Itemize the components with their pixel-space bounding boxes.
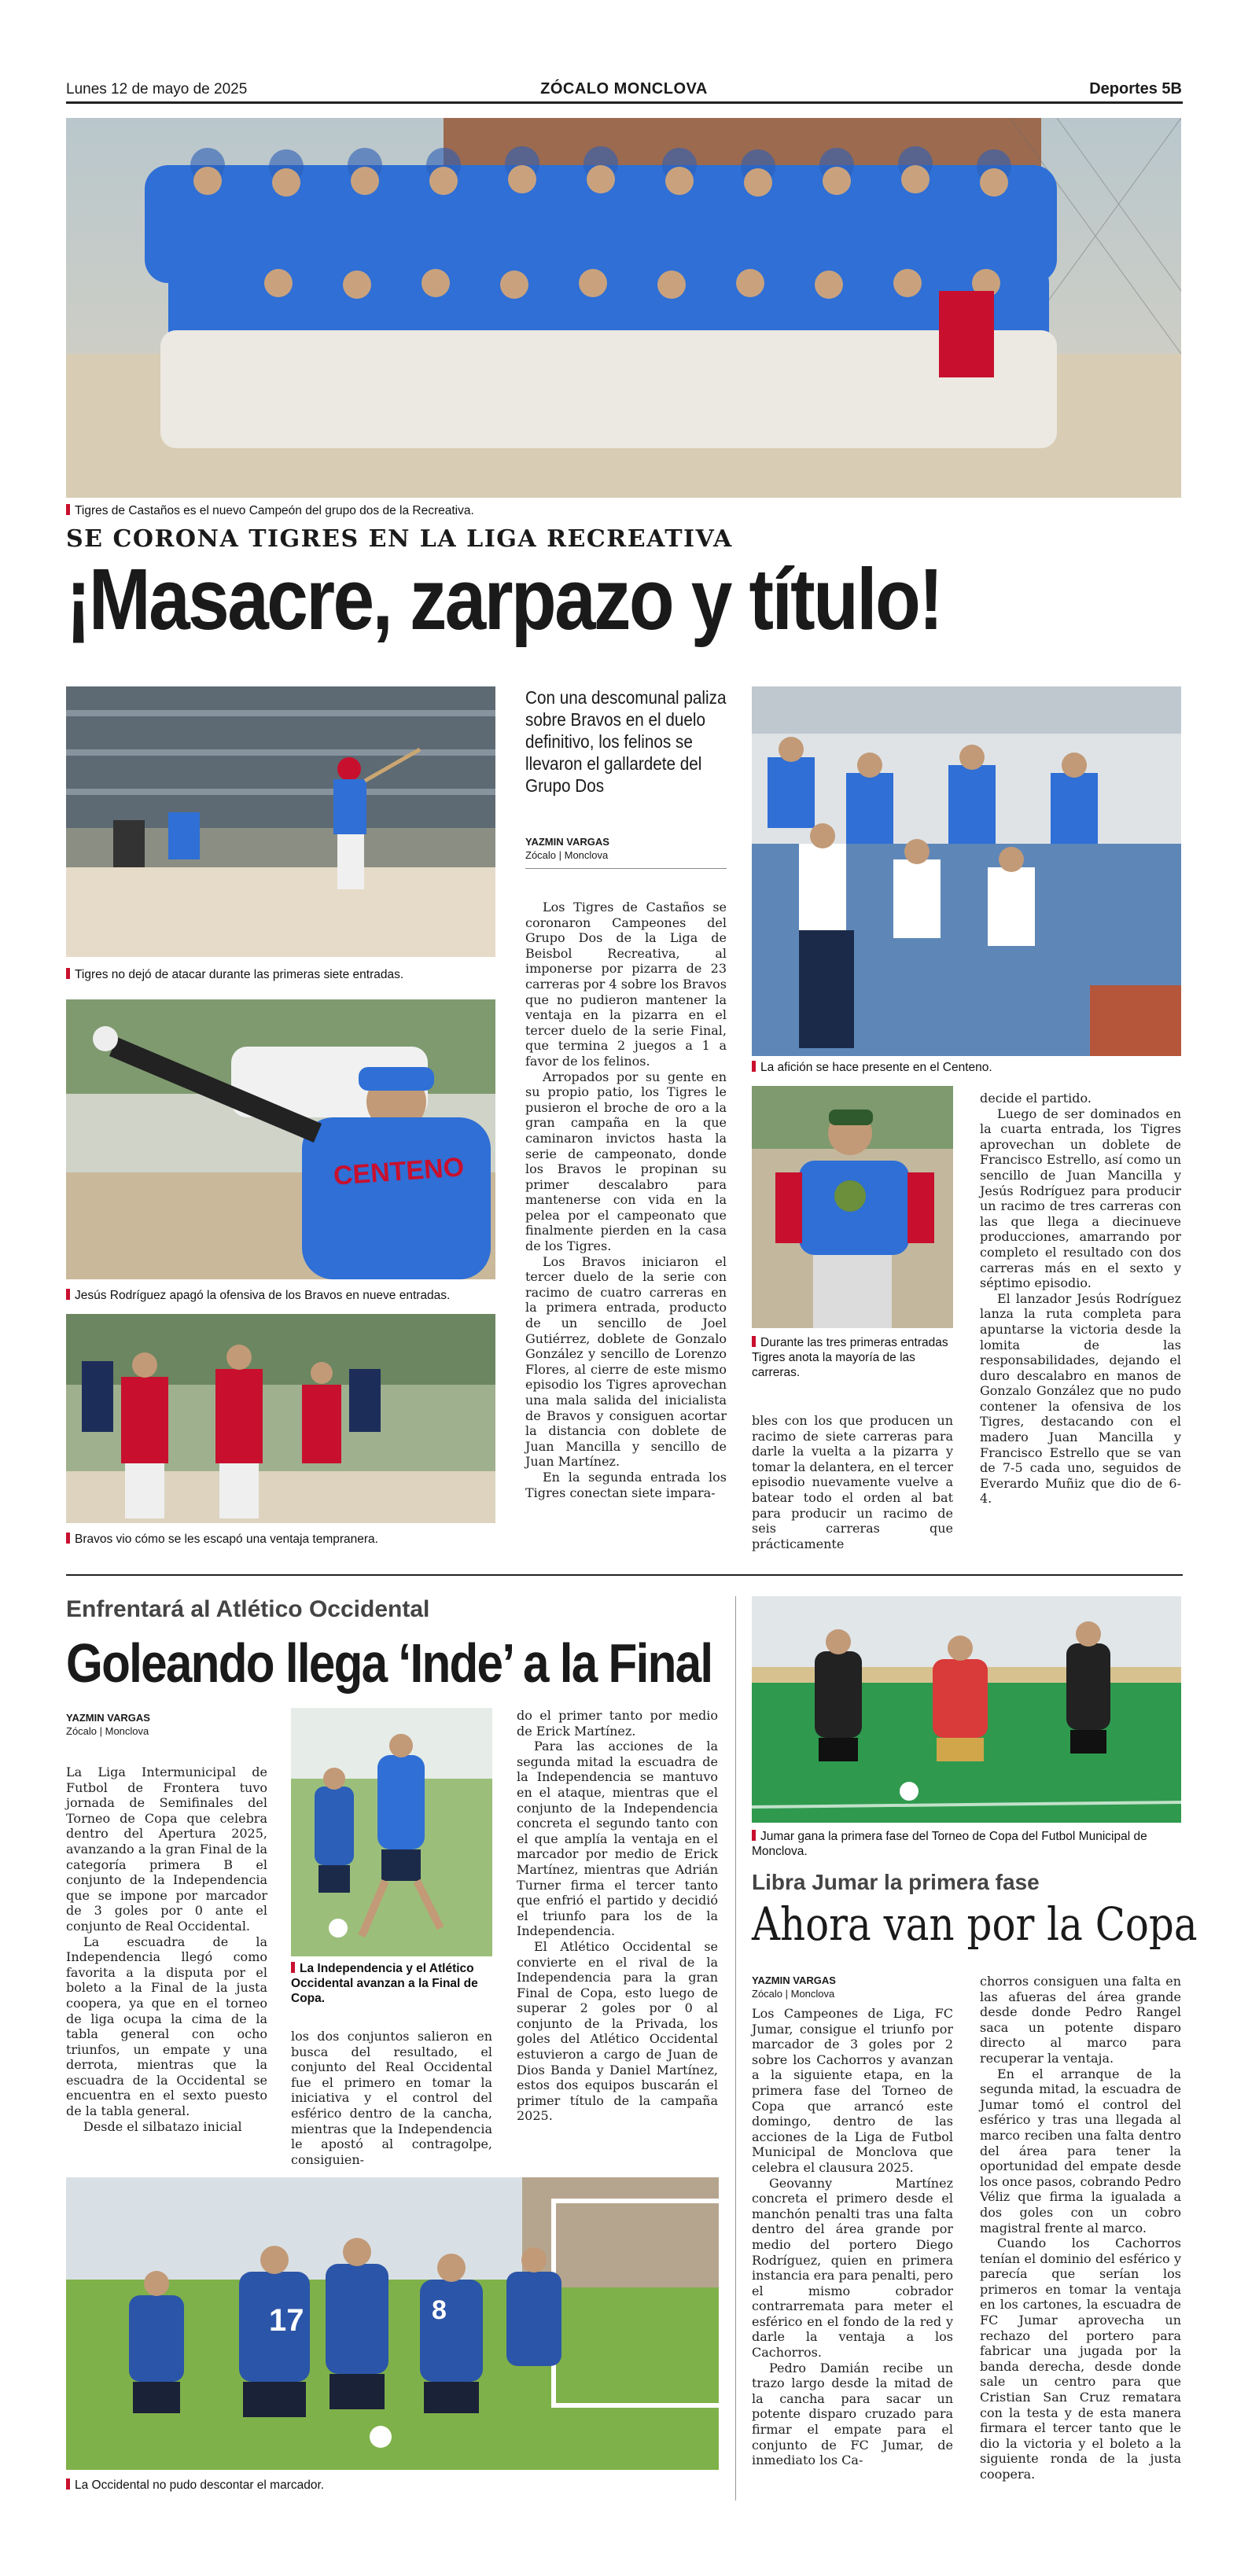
- page-date: Lunes 12 de mayo de 2025: [66, 81, 248, 98]
- story2-byline: YAZMIN VARGAS Zócalo | Monclova: [66, 1712, 150, 1737]
- story1-headline: ¡Masacre, zarpazo y título!: [66, 551, 942, 648]
- jersey-number-17: 17: [269, 2303, 304, 2338]
- caption-marker: [752, 1061, 756, 1072]
- bravos-photo: [66, 1314, 495, 1523]
- jersey-text: CENTENO: [332, 1152, 466, 1191]
- story2-col3: do el primer tanto por medio de Erick Martínez. Para las acciones de la segunda mitad la escuadra de la Independencia se mantuvo en el ataque, mientras que el conjunto de la Independencia concreta el segundo tanto con el que amplía la ventaja en el marcador por medio de Erick Martínez, mientras que Adrián Turner firma el tercer tanto que enfrió el partido y decidió el triunfo para los de la Independencia. El Atlético Occidental se convierte en el rival de la Independencia para la gran Final de Copa, esto luego de superar 2 goles por 0 al conjunto de la Privada, los goles del Atlético Occidental estuvieron a cargo de Juan de Dios Banda y Daniel Martínez, estos dos equipos buscarán el primer título de la campaña 2025.: [517, 1708, 718, 2124]
- crowd-photo: [752, 686, 1181, 1056]
- story3-col1: Los Campeones de Liga, FC Jumar, consigue el triunfo por marcador de 3 goles por 2 sobre los Cachorros y avanzan a la siguiente etapa, en la primera fase del Torneo de Copa que arrancó este domingo, dentro de las acciones de la Liga de Futbol Municipal de Monclova que celebra el clausura 2025. Geovanny Martínez concreta el primero desde el manchón penalti tras una falta dentro del área grande por medio del portero Diego Rodríguez, quien en primera instancia era para penalti, pero el mismo cobrador contrarremata para meter el esférico en el fondo de la red y darle la ventaja a los Cachorros. Pedro Damián recibe un trazo largo desde la mitad de la cancha para sacar un potente disparo cruzado para firmar el empate para el conjunto de FC Jumar, de inmediato los Ca-: [752, 2006, 953, 2468]
- story3-col2: chorros consiguen una falta en las afueras del área grande desde donde Pedro Rangel saca un potente disparo directo al marco para recuperar la ventaja. En el arranque de la segunda mitad, la escuadra de Jumar tomó el control del esférico y tras una llegada al marco reciben una falta dentro del área para tener la oportunidad del empate desde los once pasos, cobrando Pedro Véliz que firma la igualada a dos goles con un cobro magistral frente al marco. Cuando los Cachorros tenían el dominio del esférico y parecía que serían los primeros en tomar la ventaja en los cartones, la escuadra de FC Jumar aprovecha un rechazo del portero para fabricar una jugada por la banda derecha, desde donde sale un centro para que Cristian San Cruz rematara con la testa y de esta manera firmara el tercer tanto que le dio la victoria y el boleto a la siguiente ronda de la justa coopera.: [980, 1974, 1181, 2482]
- story3-kicker: Libra Jumar la primera fase: [752, 1870, 1040, 1894]
- story1-col3: decide el partido. Luego de ser dominados en la cuarta entrada, los Tigres aprovechan un doblete de Francisco Estrello, así como un sencillo de Juan Mancilla y Jesús Rodríguez para producir un racimo de tres carreras con las que llega a diecinueve producciones, amarrando por completo el resultado con dos carreras más en el sexto y séptimo episodio. El lanzador Jesús Rodríguez lanza la ruta completa para apuntarse la victoria desde la lomita de las responsabilidades, dejando el duro descalabro en manos de Gonzalo González que no pudo contener la ofensiva de los Tigres, destacando con el madero Juan Mancilla y Francisco Estrello que se van de 7-5 cada uno, seguidos de Everardo Muñiz que dio de 6-4.: [980, 1091, 1181, 1507]
- jersey-number-8: 8: [432, 2295, 447, 2325]
- jumar-caption: Jumar gana la primera fase del Torneo de Copa del Futbol Municipal de Monclova.: [752, 1830, 1147, 1858]
- caption-marker: [66, 968, 70, 979]
- player-caption: Durante las tres primeras entradas Tigres anota la mayoría de las carreras.: [752, 1336, 948, 1379]
- story3-byline: YAZMIN VARGAS Zócalo | Monclova: [752, 1974, 836, 2000]
- batter-caption: Tigres no dejó de atacar durante las primeras siete entradas.: [66, 967, 495, 982]
- caption-marker: [66, 1533, 70, 1544]
- story1-col1: Los Tigres de Castaños se coronaron Campeones del Grupo Dos de la Liga de Beisbol Recreativa, al imponerse por pizarra de 23 carreras por 4 sobre los Bravos que no pudieron mantener la ventaja en la pizarra en el tercer duelo de la serie Final, que termina 2 juegos a 1 a favor de los felinos. Arropados por su gente en su propio patio, los Tigres le pusieron el broche de oro a la gran campaña en la que caminaron invictos hasta la serie de campeonato, donde los Bravos le propinan su primer descalabro para mantenerse con vida en la pelea por el campeonato que finalmente pierden en la casa de los Tigres. Los Bravos iniciaron el tercer duelo de la serie con racimo de cuatro carreras en la primera entrada, producto de un sencillo de Joel Gutiérrez, doblete de Gonzalo González y sencillo de Lorenzo Flores, al cierre de este mismo episodio los Tigres aprovechan una mala salida del inicialista de Bravos y consiguen acortar la distancia con doblete de Juan Mancilla y sencillo de Juan Martínez. En la segunda entrada los Tigres conectan siete impara-: [525, 900, 727, 1500]
- caption-marker: [752, 1830, 756, 1841]
- newspaper-name: ZÓCALO MONCLOVA: [540, 80, 708, 98]
- caption-marker: [291, 1962, 295, 1973]
- section-page: Deportes 5B: [1089, 80, 1182, 98]
- story1-col2: bles con los que producen un racimo de siete carreras para darle la vuelta a la pizarra y tomar la delantera, en el tercer episodio nuevamente vuelve a batear todo el orden al bat para producir un racimo de seis carreras que prácticamente: [752, 1413, 953, 1551]
- story2-headline: Goleando llega ‘Inde’ a la Final: [66, 1632, 712, 1694]
- jumar-photo: [752, 1596, 1181, 1823]
- crowd-caption: La afición se hace presente en el Centeno.: [752, 1060, 1181, 1075]
- byline-rule: [525, 868, 727, 869]
- team-photo: [66, 118, 1181, 498]
- story1-deck: Con una descomunal paliza sobre Bravos en el duelo definitivo, los felinos se llevaron el gallardete del Grupo Dos: [525, 687, 727, 796]
- batter-photo: [66, 686, 495, 957]
- independencia-caption: La Independencia y el Atlético Occidental avanzan a la Final de Copa.: [291, 1962, 478, 2005]
- column-divider: [735, 1596, 736, 2501]
- bravos-caption: Bravos vio cómo se les escapó una ventaja tempranera.: [66, 1532, 506, 1547]
- caption-marker: [66, 504, 70, 515]
- section-rule: [66, 1574, 1183, 1576]
- story1-kicker: SE CORONA TIGRES EN LA LIGA RECREATIVA: [66, 525, 733, 553]
- caption-marker: [752, 1336, 756, 1347]
- occidental-caption: La Occidental no pudo descontar el marcador.: [66, 2478, 719, 2493]
- story2-col2: los dos conjuntos salieron en busca del resultado, el conjunto del Real Occidental fue el primero en tomar la iniciativa y el control del esférico dentro de la cancha, mientras que la Independencia le apostó al contragolpe, consiguien-: [291, 2029, 492, 2167]
- occidental-photo: [66, 2177, 719, 2470]
- header-rule: [66, 101, 1183, 104]
- story2-col1: La Liga Intermunicipal de Futbol de Frontera tuvo jornada de Semifinales del Torneo de Copa que celebra dentro del Apertura 2025, avanzando a la gran Final de la categoría primera B el conjunto de la Independencia que se impone por marcador de 3 goles por 0 ante el conjunto de Real Occidental. La escuadra de la Independencia llegó como favorita a la disputa por el boleto a la Final de la justa coopera, ya que en el torneo de liga ocupa la cima de la tabla general con ocho triunfos, un empate y una derrota, mientras que la escuadra de la Occidental se encuentra en el sexto puesto de la tabla general. Desde el silbatazo inicial: [66, 1765, 267, 2134]
- caption-marker: [66, 2478, 70, 2490]
- caption-marker: [66, 1289, 70, 1300]
- player-photo: [752, 1086, 953, 1328]
- team-photo-caption: Tigres de Castaños es el nuevo Campeón del grupo dos de la Recreativa.: [66, 503, 852, 518]
- story2-kicker: Enfrentará al Atlético Occidental: [66, 1596, 430, 1622]
- independencia-photo: [291, 1708, 492, 1956]
- story1-byline: YAZMIN VARGAS Zócalo | Monclova: [525, 836, 609, 861]
- story3-headline: Ahora van por la Copa: [752, 1897, 1198, 1951]
- pitcher-caption: Jesús Rodríguez apagó la ofensiva de los Bravos en nueve entradas.: [66, 1288, 506, 1303]
- pitcher-photo: [66, 999, 495, 1279]
